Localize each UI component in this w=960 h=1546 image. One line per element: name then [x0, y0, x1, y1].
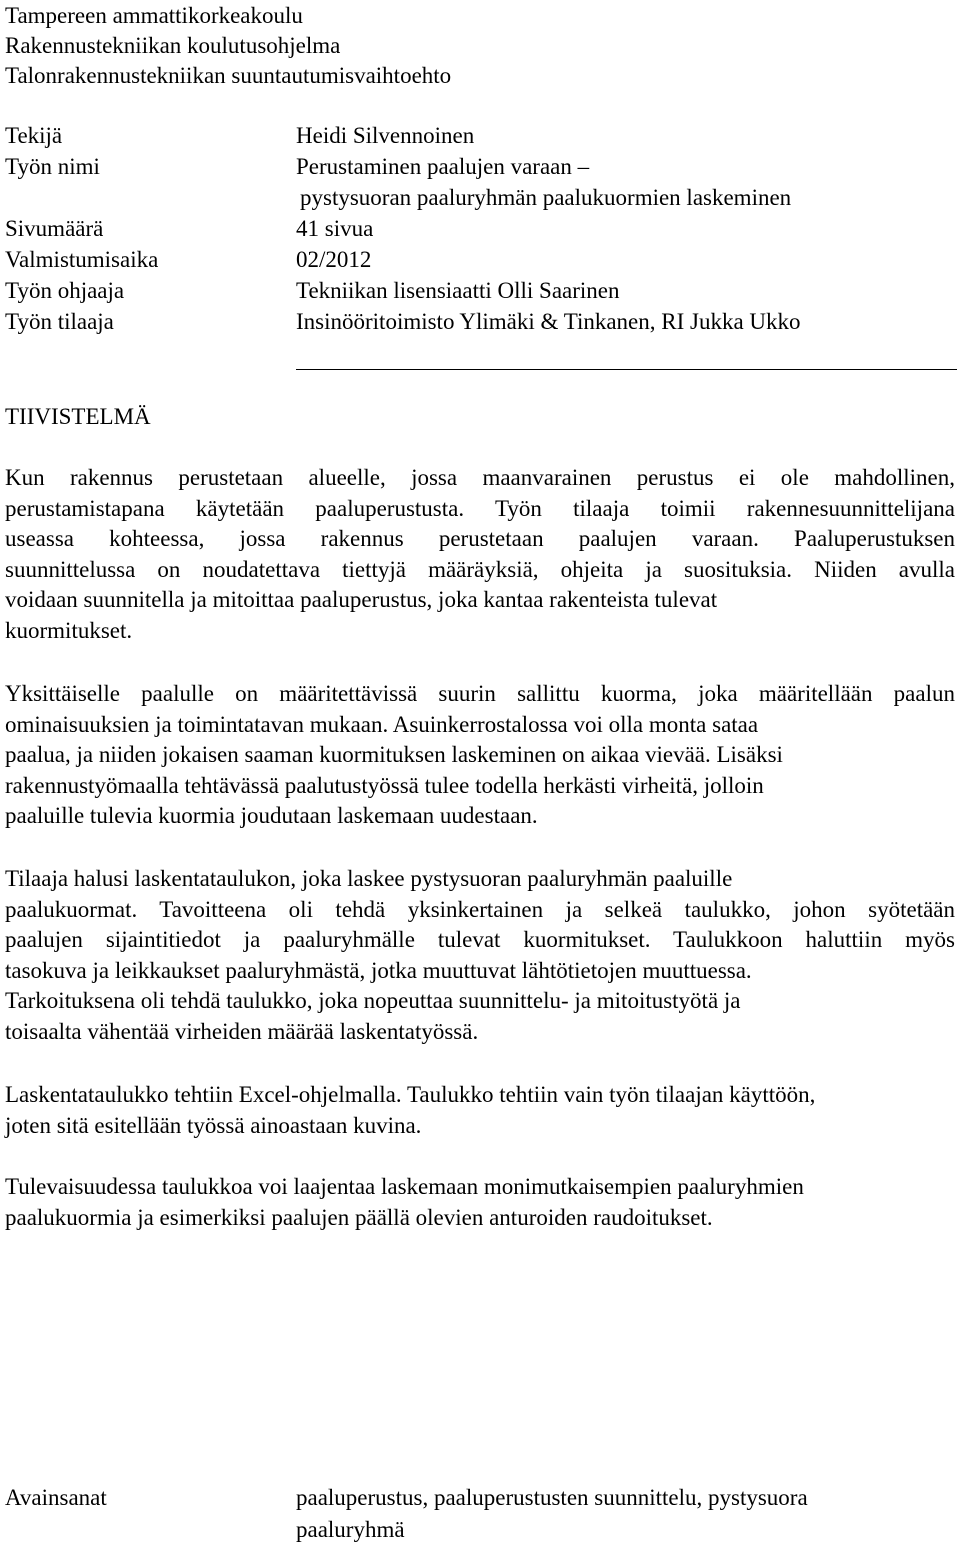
- paragraph-line: Tulevaisuudessa taulukkoa voi laajentaa laskemaan monimutkaisempien paaluryhmien: [5, 1174, 804, 1199]
- abstract-paragraph-2: [5, 679, 955, 832]
- keywords-value: paaluperustus, paaluperustusten suunnittelu, pystysuora paaluryhmä: [296, 1485, 808, 1542]
- page-count-value: 41 sivua: [296, 216, 374, 241]
- degree-programme: Rakennustekniikan koulutusohjelma: [5, 33, 341, 58]
- paragraph-line: suunnittelussa on noudatettava tiettyjä määräyksiä, ohjeita ja suosituksia. Niiden avulla: [5, 556, 955, 582]
- paragraph-line: useassa kohteessa, jossa rakennus perustetaan paalujen varaan. Paaluperustuksen: [5, 526, 955, 552]
- paragraph-line: Tilaaja halusi laskentataulukon, joka laskee pystysuoran paaluryhmän paaluille: [5, 866, 733, 891]
- paragraph-line: tasokuva ja leikkaukset paaluryhmästä, jotka muuttuvat lähtötietojen muuttuessa.: [5, 957, 752, 983]
- client-value: Insinööritoimisto Ylimäki & Tinkanen, RI Jukka Ukko: [296, 309, 801, 334]
- supervisor-value: Tekniikan lisensiaatti Olli Saarinen: [296, 278, 620, 303]
- paragraph-line: voidaan suunnitella ja mitoittaa paaluperustus, joka kantaa rakenteista tulevat: [5, 587, 718, 613]
- paragraph-line: ominaisuuksien ja toimintatavan mukaan. Asuinkerrostalossa voi olla monta sataa: [5, 711, 759, 737]
- paragraph-line: paalua, ja niiden jokaisen saaman kuormituksen laskeminen on aikaa vievää. Lisäksi: [5, 742, 783, 768]
- thesis-title-label: Työn nimi: [5, 154, 100, 179]
- author-value: Heidi Silvennoinen: [296, 123, 475, 148]
- paragraph-line: paaluille tulevia kuormia joudutaan laskemaan uudestaan.: [5, 803, 538, 829]
- paragraph-line: kuormitukset.: [5, 617, 133, 643]
- paragraph-line: Laskentataulukko tehtiin Excel-ohjelmalla. Taulukko tehtiin vain työn tilaajan käyttöön,: [5, 1082, 816, 1107]
- abstract-paragraph-1: [5, 463, 955, 647]
- paragraph-line: perustamistapana käytetään paaluperustusta. Työn tilaaja toimii rakennesuunnittelijana: [5, 495, 955, 521]
- paragraph-line: Yksittäiselle paalulle on määritettävissä suurin sallittu kuorma, joka määritellään paalun: [5, 681, 955, 706]
- paragraph-line: joten sitä esitellään työssä ainoastaan kuvina.: [5, 1112, 422, 1138]
- thesis-title-line-1: Perustaminen paalujen varaan –: [296, 154, 590, 179]
- paragraph-line: Tarkoituksena oli tehdä taulukko, joka nopeuttaa suunnittelu- ja mitoitustyötä ja: [5, 988, 741, 1014]
- abstract-paragraph-5: [5, 1172, 955, 1233]
- specialization: Talonrakennustekniikan suuntautumisvaihtoehto: [5, 63, 452, 88]
- abstract-paragraph-3: [5, 864, 955, 1048]
- paragraph-line: toisaalta vähentää virheiden määrää laskentatyössä.: [5, 1018, 479, 1044]
- supervisor-label: Työn ohjaaja: [5, 278, 125, 303]
- school-name: Tampereen ammattikorkeakoulu: [5, 3, 303, 28]
- keywords-label: Avainsanat: [5, 1485, 107, 1510]
- section-divider: [296, 369, 957, 370]
- paragraph-line: paalujen sijaintitiedot ja paaluryhmälle tulevat kuormitukset. Taulukkoon haluttiin myös: [5, 927, 955, 953]
- abstract-paragraph-4: [5, 1080, 955, 1141]
- abstract-heading: TIIVISTELMÄ: [5, 404, 151, 429]
- page-count-label: Sivumäärä: [5, 216, 104, 241]
- author-label: Tekijä: [5, 123, 63, 148]
- paragraph-line: rakennustyömaalla tehtävässä paalutustyössä tulee todella herkästi virheitä, jolloin: [5, 772, 764, 798]
- paragraph-line: Kun rakennus perustetaan alueelle, jossa maanvarainen perustus ei ole mahdollinen,: [5, 465, 955, 490]
- thesis-title-line-2: pystysuoran paaluryhmän paalukuormien laskeminen: [300, 185, 792, 210]
- paragraph-line: paalukuormat. Tavoitteena oli tehdä yksinkertainen ja selkeä taulukko, johon syötetään: [5, 896, 955, 922]
- completion-value: 02/2012: [296, 247, 372, 272]
- client-label: Työn tilaaja: [5, 309, 114, 334]
- completion-label: Valmistumisaika: [5, 247, 159, 272]
- paragraph-line: paalukuormia ja esimerkiksi paalujen päällä olevien anturoiden raudoitukset.: [5, 1204, 713, 1230]
